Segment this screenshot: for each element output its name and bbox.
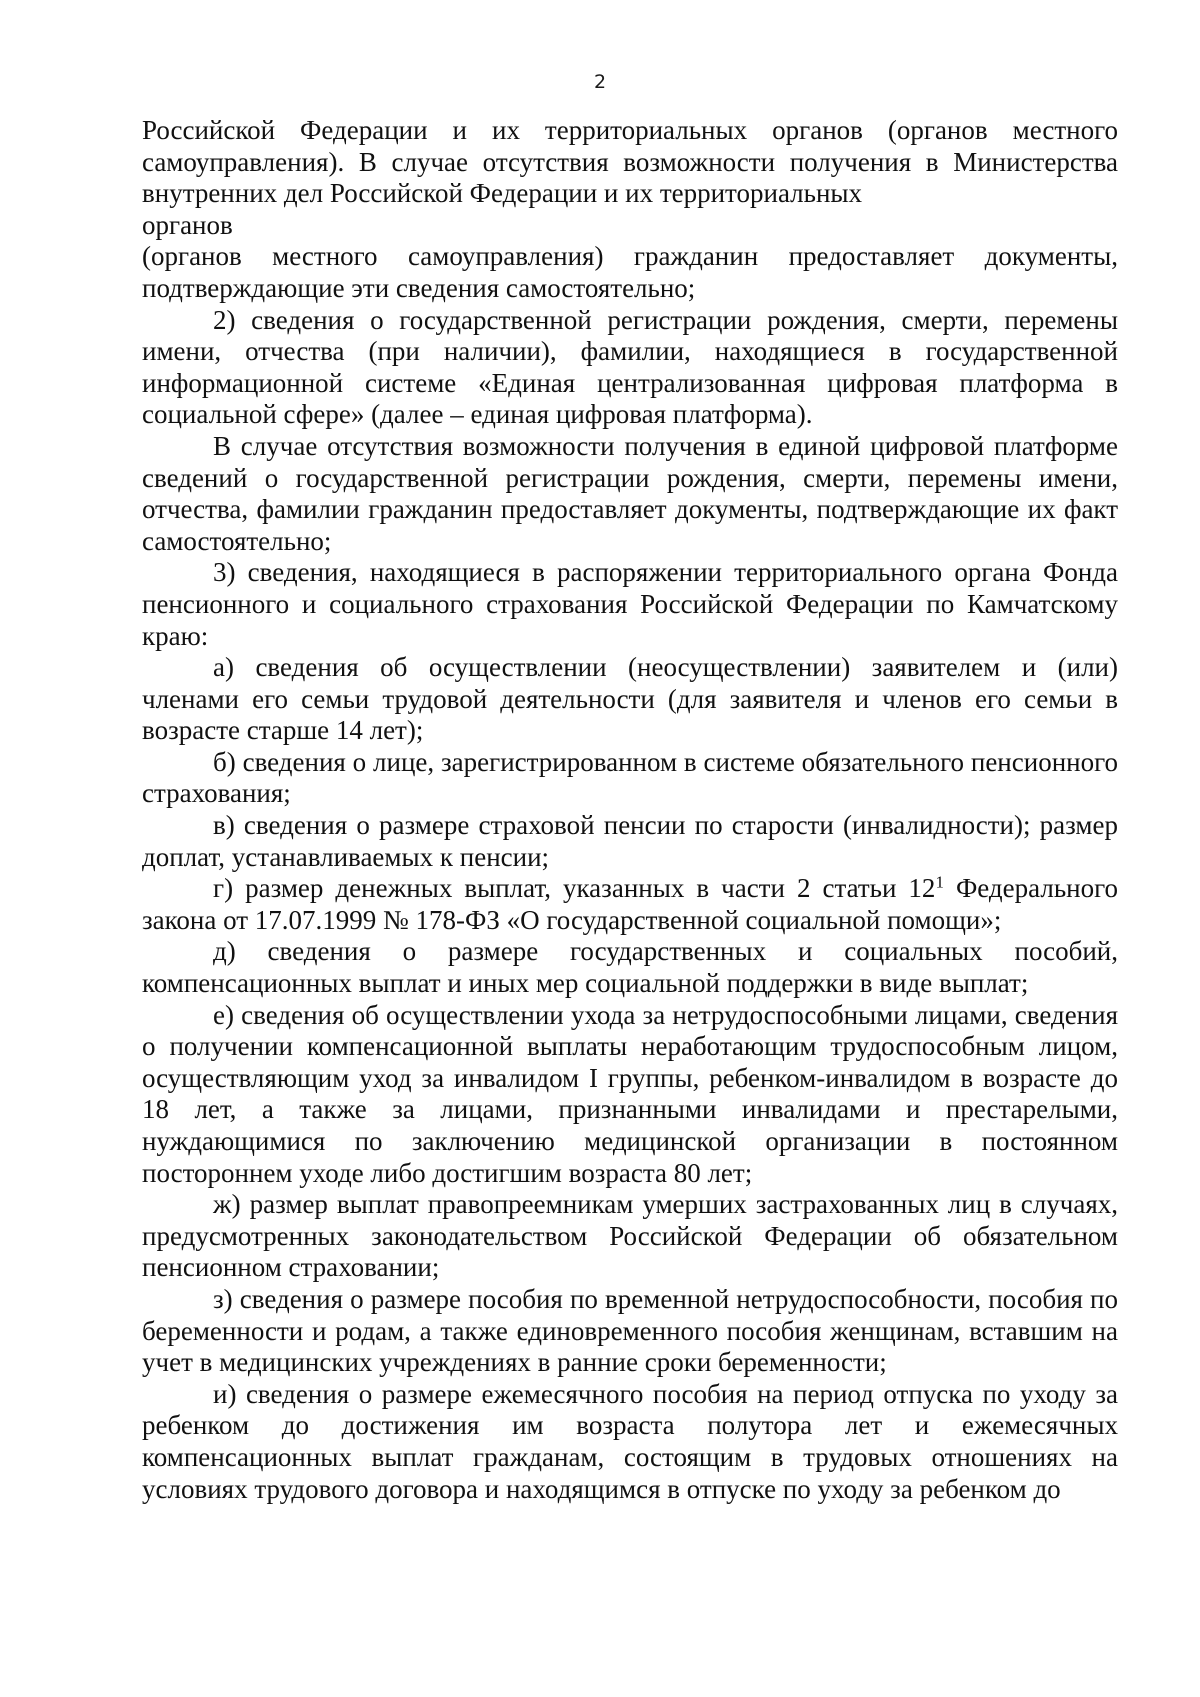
paragraph: б) сведения о лице, зарегистрированном в системе обязательного пенсионного страхования; xyxy=(142,746,1118,809)
document-body xyxy=(142,115,1118,1505)
paragraph: е) сведения об осуществлении ухода за нетрудоспособными лицами, сведения о получении компенсационной выплаты неработающим трудоспособным лицом, осуществляющим уход за инвалидом I группы, ребенком-инвалидом в возрасте до 18 лет, а также за лицами, признанными инвалидами и престарелыми, нуждающимися по заключению медицинской организации в постоянном постороннем уходе либо достигшим возраста 80 лет; xyxy=(142,999,1118,1188)
paragraph: в) сведения о размере страховой пенсии по старости (инвалидности); размер доплат, устанавливаемых к пенсии; xyxy=(142,810,1118,872)
paragraph: органов xyxy=(142,209,233,240)
paragraph-text-part: г) размер денежных выплат, указанных в части 2 статьи 12 xyxy=(213,873,936,904)
paragraph: 3) сведения, находящиеся в распоряжении территориального органа Фонда пенсионного и социального страхования Российской Федерации по Камчатскому краю: xyxy=(142,557,1118,651)
paragraph: а) сведения об осуществлении (неосуществлении) заявителем и (или) членами его семьи трудовой деятельности (для заявителя и членов его семьи в возрасте старше 14 лет); xyxy=(142,652,1118,746)
superscript: 1 xyxy=(935,872,944,892)
page-number: 2 xyxy=(593,71,607,93)
paragraph-text-part: Федерального закона от 17.07.1999 № 178-ФЗ «О государственной социальной помощи»; xyxy=(142,873,1118,935)
paragraph: и) сведения о размере ежемесячного пособия на период отпуска по уходу за ребенком до достижения им возраста полутора лет и ежемесячных компенсационных выплат гражданам, состоящим в трудовых отношениях на условиях трудового договора и находящимся в отпуске по уходу за ребенком до xyxy=(142,1378,1118,1504)
paragraph: (органов местного самоуправления) гражданин предоставляет документы, подтверждающие эти сведения самостоятельно; xyxy=(142,241,1118,303)
paragraph: ж) размер выплат правопреемникам умерших застрахованных лиц в случаях, предусмотренных законодательством Российской Федерации об обязательном пенсионном страховании; xyxy=(142,1189,1118,1283)
paragraph: 2) сведения о государственной регистрации рождения, смерти, перемены имени, отчества (при наличии), фамилии, находящиеся в государственной информационной системе «Единая централизованная цифровая платформа в социальной сфере» (далее – единая цифровая платформа). xyxy=(142,304,1118,430)
paragraph: д) сведения о размере государственных и социальных пособий, компенсационных выплат и иных мер социальной поддержки в виде выплат; xyxy=(142,936,1118,999)
paragraph-with-superscript xyxy=(142,873,1118,936)
paragraph: В случае отсутствия возможности получения в единой цифровой платформе сведений о государственной регистрации рождения, смерти, перемены имени, отчества, фамилии гражданин предоставляет документы, подтверждающие их факт самостоятельно; xyxy=(142,430,1118,556)
paragraph: з) сведения о размере пособия по временной нетрудоспособности, пособия по беременности и родам, а также единовременного пособия женщинам, вставшим на учет в медицинских учреждениях в ранние сроки беременности; xyxy=(142,1283,1118,1378)
paragraph: Российской Федерации и их территориальных органов (органов местного самоуправления). В случае отсутствия возможности получения в Министерства внутренних дел Российской Федерации и их территориальных xyxy=(142,115,1118,209)
